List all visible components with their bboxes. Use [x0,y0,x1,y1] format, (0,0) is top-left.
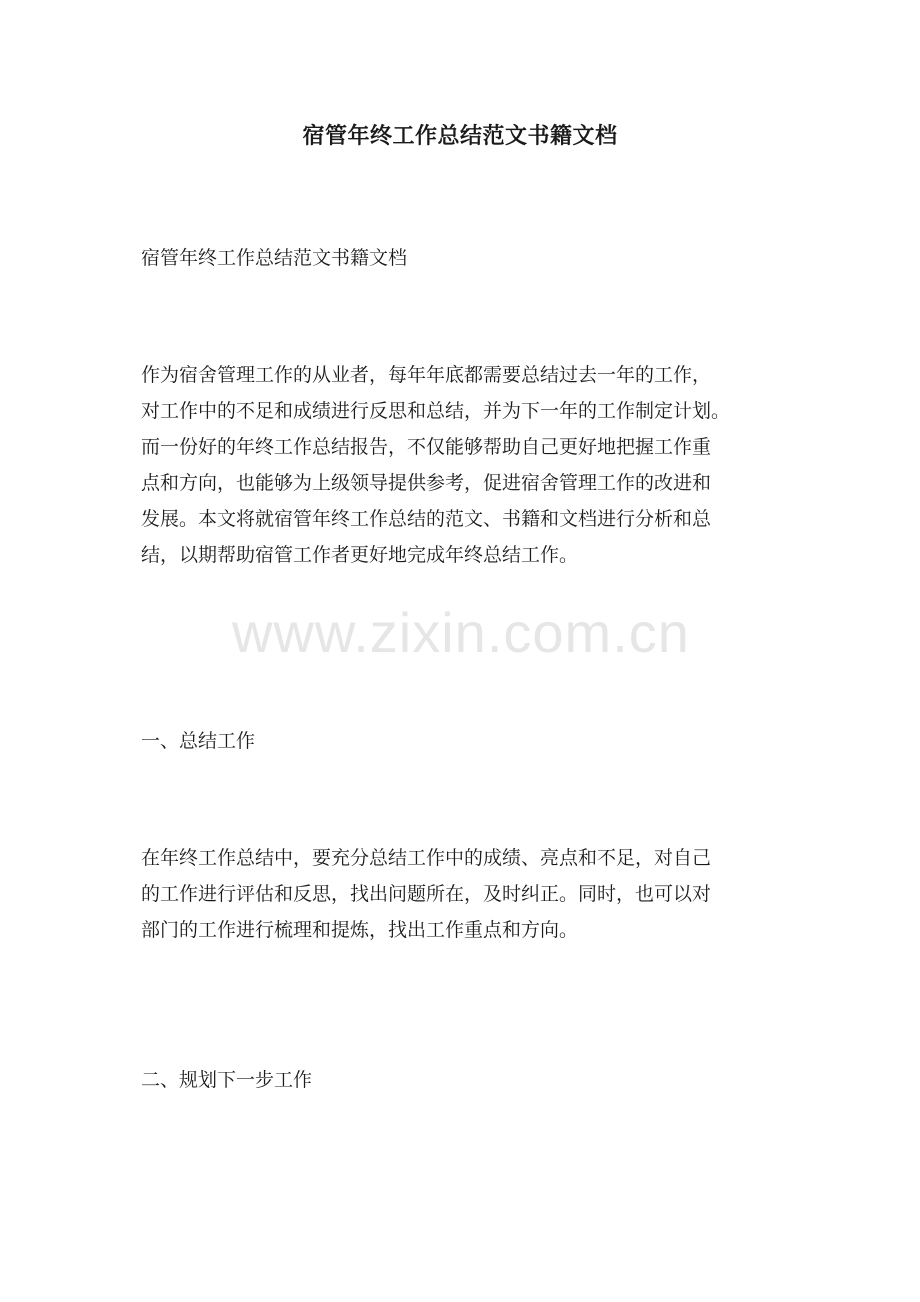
section1-line: 在年终工作总结中，要充分总结工作中的成绩、亮点和不足，对自己 [141,847,712,869]
intro-line: 作为宿舍管理工作的从业者，每年年底都需要总结过去一年的工作， [141,364,712,386]
document-subtitle: 宿管年终工作总结范文书籍文档 [141,247,408,269]
intro-line: 发展。本文将就宿管年终工作总结的范文、书籍和文档进行分析和总 [141,508,712,530]
section1-line: 的工作进行评估和反思，找出问题所在，及时纠正。同时，也可以对 [141,883,712,905]
section1-heading: 一、总结工作 [141,730,256,752]
watermark: www.zixin.com.cn [232,601,690,664]
section2-heading: 二、规划下一步工作 [141,1069,313,1091]
intro-line: 而一份好的年终工作总结报告，不仅能够帮助自己更好地把握工作重 [141,436,712,458]
intro-line: 点和方向，也能够为上级领导提供参考，促进宿舍管理工作的改进和 [141,472,712,494]
intro-line: 对工作中的不足和成绩进行反思和总结，并为下一年的工作制定计划。 [141,400,731,422]
section1-paragraph [141,840,791,948]
section1-line: 部门的工作进行梳理和提炼，找出工作重点和方向。 [141,919,579,941]
document-title: 宿管年终工作总结范文书籍文档 [302,123,618,149]
intro-paragraph [141,357,791,573]
intro-line: 结，以期帮助宿管工作者更好地完成年终总结工作。 [141,544,579,566]
